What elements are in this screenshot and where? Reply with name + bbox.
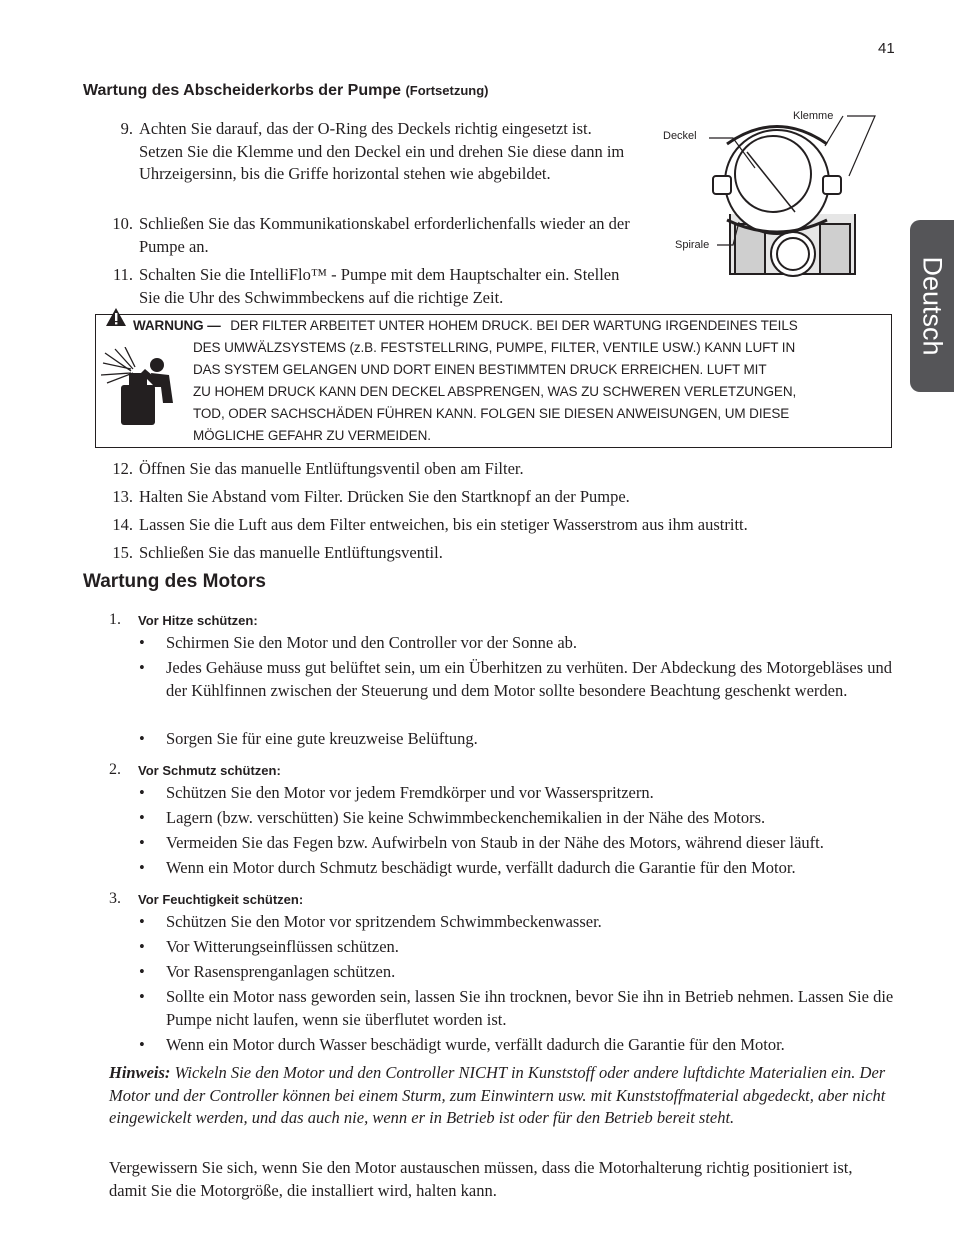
warning-line: DAS SYSTEM GELANGEN UND DORT EINEN BESTIMMTEN DRUCK ERREICHEN. LUFT MIT — [193, 362, 767, 377]
spiral-label: Spirale — [675, 239, 710, 251]
note-label: Hinweis: — [109, 1063, 171, 1082]
bullet-icon: • — [139, 858, 145, 877]
warning-box — [95, 314, 892, 448]
warning-line — [133, 315, 798, 337]
bullet-icon: • — [139, 658, 145, 677]
bullet-text: Vermeiden Sie das Fegen bzw. Aufwirbeln von Staub in der Nähe des Motors, während dieser läuft. — [166, 833, 824, 852]
bullet-icon: • — [139, 987, 145, 1006]
step-text: Schließen Sie das manuelle Entlüftungsventil. — [139, 543, 443, 562]
step-number: 9. — [120, 119, 133, 138]
step-number: 15. — [112, 543, 133, 562]
bullet-text: Sollte ein Motor nass geworden sein, lassen Sie ihn trocknen, bevor Sie ihn in Betrieb nehmen. Lassen Sie die Pumpe nicht laufen, wenn sie überflutet worden ist. — [166, 987, 894, 1029]
closing-paragraph: Vergewissern Sie sich, wenn Sie den Motor austauschen müssen, dass die Motorhalterung richtig positioniert ist, damit Sie die Motorgröße, die installiert wird, halten kann. — [109, 1158, 853, 1200]
language-tab — [910, 220, 954, 392]
bullet-icon: • — [139, 937, 145, 956]
subsection-label: Vor Feuchtigkeit schützen: — [138, 892, 304, 907]
pressure-hazard-icon — [101, 347, 177, 427]
step-number: 12. — [112, 459, 133, 478]
note-paragraph — [109, 1062, 889, 1130]
section-heading — [83, 82, 489, 100]
pump-lid-figure — [655, 104, 895, 294]
warning-label: WARNUNG — — [133, 318, 221, 333]
step-text: Schließen Sie das Kommunikationskabel erforderlichenfalls wieder an der Pumpe an. — [139, 214, 630, 256]
bullet-text: Lagern (bzw. verschütten) Sie keine Schwimmbeckenchemikalien in der Nähe des Motors. — [166, 808, 766, 827]
page-number: 41 — [878, 40, 895, 57]
subsection-number: 2. — [109, 761, 121, 778]
bullet-text: Schützen Sie den Motor vor jedem Fremdkörper und vor Wasserspritzern. — [166, 783, 654, 802]
bullet-icon: • — [139, 633, 145, 652]
bullet-text: Sorgen Sie für eine gute kreuzweise Belüftung. — [166, 729, 478, 748]
clamp-label: Klemme — [793, 110, 834, 122]
step-text: Schalten Sie die IntelliFlo™ - Pumpe mit dem Hauptschalter ein. Stellen Sie die Uhr des Schwimmbeckens auf die richtige Zeit. — [139, 265, 620, 307]
step-text: Öffnen Sie das manuelle Entlüftungsventil oben am Filter. — [139, 459, 524, 478]
bullet-icon: • — [139, 912, 145, 931]
lid-label: Deckel — [663, 130, 697, 142]
section-heading-suffix: (Fortsetzung) — [405, 83, 489, 98]
bullet-icon: • — [139, 962, 145, 981]
warning-line: ZU HOHEM DRUCK KANN DEN DECKEL ABSPRENGEN, WAS ZU SCHWEREN VERLETZUNGEN, — [193, 384, 797, 399]
subsection-number: 3. — [109, 890, 121, 907]
bullet-icon: • — [139, 1035, 145, 1054]
step-text: Achten Sie darauf, das der O-Ring des Deckels richtig eingesetzt ist. Setzen Sie die Klemme und den Deckel ein und drehen Sie diese dann im Uhrzeigersinn, bis die Griffe horizontal stehen wie abgebildet. — [139, 119, 625, 183]
warning-text: DER FILTER ARBEITET UNTER HOHEM DRUCK. BEI DER WARTUNG IRGENDEINES TEILS — [230, 318, 798, 333]
subsection-label: Vor Hitze schützen: — [138, 613, 258, 628]
bullet-text: Wenn ein Motor durch Wasser beschädigt wurde, verfällt dadurch die Garantie für den Motor. — [166, 1035, 785, 1054]
warning-line: DES UMWÄLZSYSTEMS (z.B. FESTSTELLRING, PUMPE, FILTER, VENTILE USW.) KANN LUFT IN — [193, 340, 796, 355]
language-tab-label: Deutsch — [917, 256, 948, 356]
step-text: Halten Sie Abstand vom Filter. Drücken Sie den Startknopf an der Pumpe. — [139, 487, 630, 506]
subsection-label: Vor Schmutz schützen: — [138, 763, 281, 778]
step-number: 14. — [112, 515, 133, 534]
bullet-icon: • — [139, 808, 145, 827]
step-number: 13. — [112, 487, 133, 506]
warning-line: MÖGLICHE GEFAHR ZU VERMEIDEN. — [193, 428, 431, 443]
warning-triangle-icon — [105, 307, 127, 327]
step-text: Lassen Sie die Luft aus dem Filter entweichen, bis ein stetiger Wasserstrom aus ihm austritt. — [139, 515, 748, 534]
bullet-icon: • — [139, 783, 145, 802]
bullet-text: Vor Rasensprenganlagen schützen. — [166, 962, 396, 981]
subsection-number: 1. — [109, 611, 121, 628]
bullet-text: Schützen Sie den Motor vor spritzendem Schwimmbeckenwasser. — [166, 912, 602, 931]
section-heading: Wartung des Motors — [83, 571, 266, 592]
note-text: Wickeln Sie den Motor und den Controller NICHT in Kunststoff oder andere luftdichte Materialien ein. Der Motor und der Controller können bei einem Sturm, zum Einwintern usw. mit Kunststoffmaterial abgedeckt, aber nicht eingewickelt werden, und das auch nie, wenn er in Betrieb ist oder für den Betrieb bereit steht. — [109, 1063, 886, 1127]
section-heading-title: Wartung des Abscheiderkorbs der Pumpe — [83, 82, 401, 99]
bullet-text: Schirmen Sie den Motor und den Controller vor der Sonne ab. — [166, 633, 578, 652]
bullet-text: Vor Witterungseinflüssen schützen. — [166, 937, 399, 956]
step-number: 10. — [112, 214, 133, 233]
bullet-text: Wenn ein Motor durch Schmutz beschädigt wurde, verfällt dadurch die Garantie für den Motor. — [166, 858, 796, 877]
bullet-text: Jedes Gehäuse muss gut belüftet sein, um ein Überhitzen zu verhüten. Der Abdeckung des Motorgebläses und der Kühlfinnen zwischen der Steuerung und dem Motor sollte besondere Beachtung geschenkt werden. — [166, 658, 892, 700]
step-number: 11. — [112, 265, 133, 284]
bullet-icon: • — [139, 729, 145, 748]
warning-line: TOD, ODER SACHSCHÄDEN FÜHREN KANN. FOLGEN SIE DIESEN ANWEISUNGEN, UM DIESE — [193, 406, 790, 421]
bullet-icon: • — [139, 833, 145, 852]
